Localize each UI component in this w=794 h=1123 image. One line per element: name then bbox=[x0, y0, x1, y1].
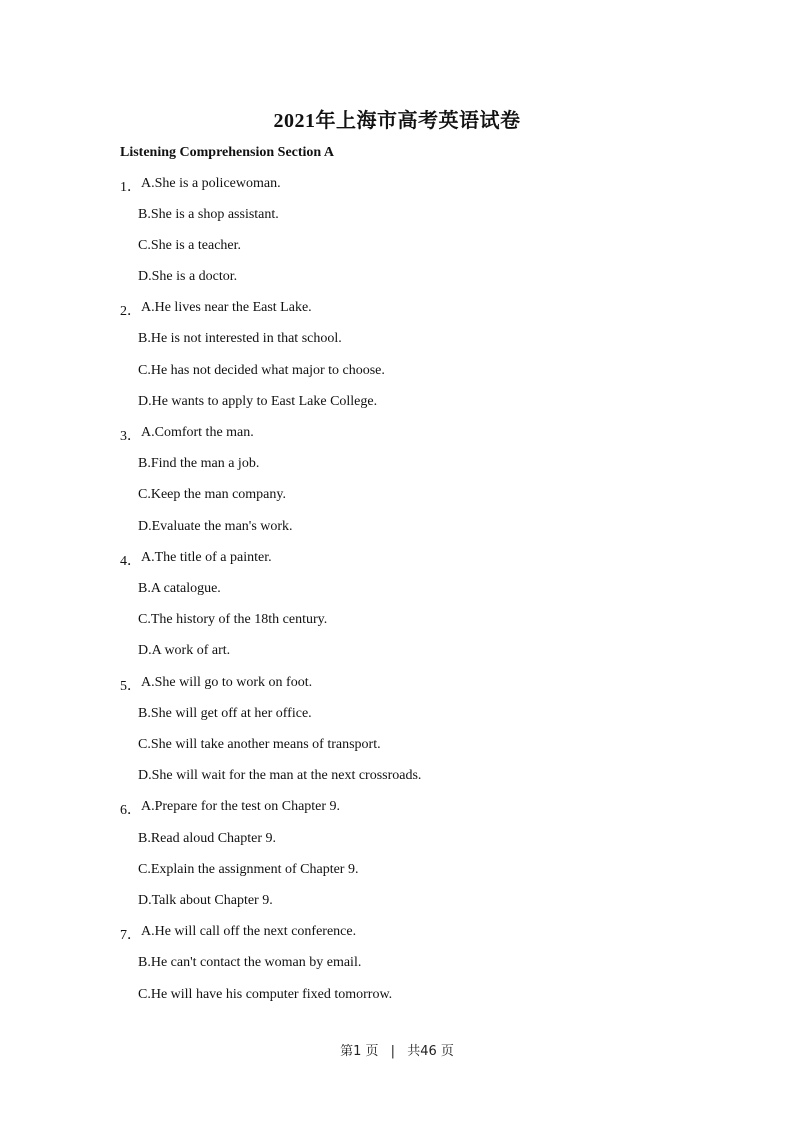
option-7b: B.He can't contact the woman by email. bbox=[138, 955, 362, 970]
question-number: 1． bbox=[120, 180, 141, 195]
page-title: 2021年上海市高考英语试卷 bbox=[273, 110, 521, 132]
option-2a: A.He lives near the East Lake. bbox=[141, 300, 312, 315]
option-6c: C.Explain the assignment of Chapter 9. bbox=[138, 862, 359, 877]
total-pages-label: 共46 页 bbox=[407, 1044, 454, 1059]
question-number: 4． bbox=[120, 554, 141, 569]
option-7c: C.He will have his computer fixed tomorrow. bbox=[138, 987, 393, 1002]
option-6a: A.Prepare for the test on Chapter 9. bbox=[141, 799, 341, 814]
option-1c: C.She is a teacher. bbox=[138, 238, 242, 253]
option-6b: B.Read aloud Chapter 9. bbox=[138, 831, 277, 846]
question-number: 6． bbox=[120, 803, 141, 818]
option-5a: A.She will go to work on foot. bbox=[141, 675, 313, 690]
page-footer bbox=[0, 1040, 794, 1059]
option-5d: D.She will wait for the man at the next crossroads. bbox=[138, 768, 422, 783]
option-2d: D.He wants to apply to East Lake College. bbox=[138, 394, 378, 409]
option-4d: D.A work of art. bbox=[138, 643, 231, 658]
page-number-label: 第1 页 bbox=[340, 1044, 379, 1059]
option-4a: A.The title of a painter. bbox=[141, 550, 272, 565]
option-1b: B.She is a shop assistant. bbox=[138, 207, 279, 222]
question-number: 5． bbox=[120, 679, 141, 694]
option-3b: B.Find the man a job. bbox=[138, 456, 260, 471]
section-heading: Listening Comprehension Section A bbox=[120, 145, 335, 160]
option-2c: C.He has not decided what major to choose. bbox=[138, 363, 385, 378]
question-number: 7． bbox=[120, 928, 141, 943]
option-5b: B.She will get off at her office. bbox=[138, 706, 312, 721]
option-4b: B.A catalogue. bbox=[138, 581, 221, 596]
question-number: 3． bbox=[120, 429, 141, 444]
option-6d: D.Talk about Chapter 9. bbox=[138, 893, 273, 908]
option-3c: C.Keep the man company. bbox=[138, 487, 286, 502]
option-1a: A.She is a policewoman. bbox=[141, 176, 281, 191]
option-5c: C.She will take another means of transport. bbox=[138, 737, 381, 752]
option-2b: B.He is not interested in that school. bbox=[138, 331, 342, 346]
option-7a: A.He will call off the next conference. bbox=[141, 924, 357, 939]
option-3d: D.Evaluate the man's work. bbox=[138, 519, 293, 534]
footer-separator: | bbox=[390, 1044, 396, 1059]
option-1d: D.She is a doctor. bbox=[138, 269, 238, 284]
question-number: 2． bbox=[120, 304, 141, 319]
option-4c: C.The history of the 18th century. bbox=[138, 612, 328, 627]
option-3a: A.Comfort the man. bbox=[141, 425, 254, 440]
